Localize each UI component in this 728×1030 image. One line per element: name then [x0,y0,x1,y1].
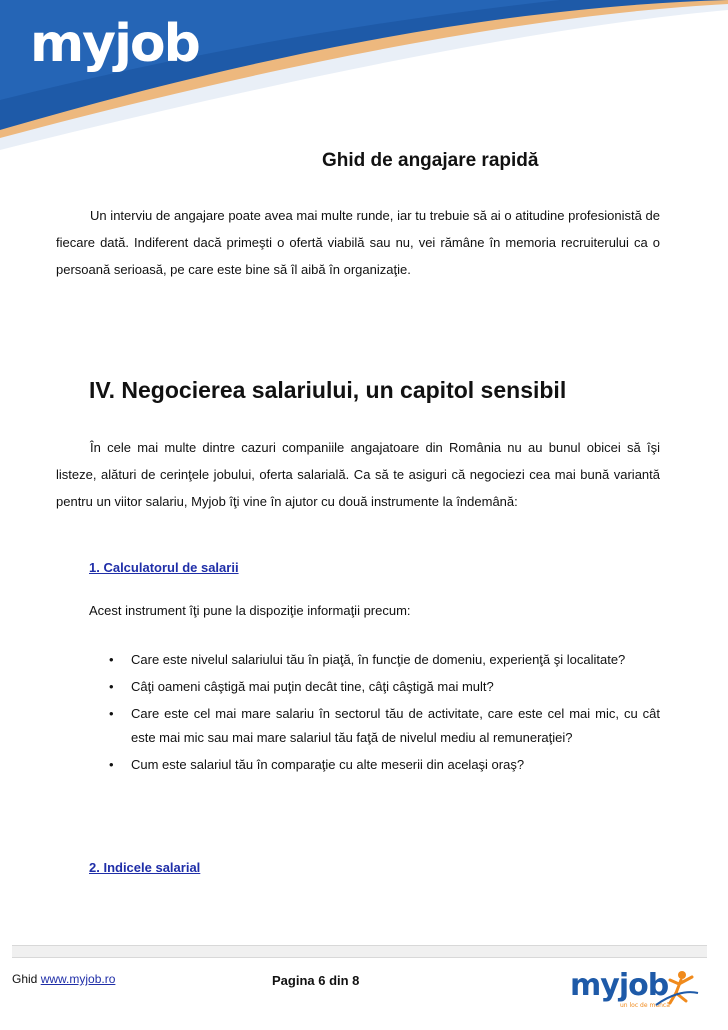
document-title: Ghid de angajare rapidă [322,150,539,171]
feature-list [89,648,660,780]
list-item: • Care este cel mai mare salariu în sectorul tău de activitate, care este cel mai mic, cu cât este mai mic sau mai mare salariul tău faţă de nivelul mediu al remuneraţiei? [89,702,660,750]
footer-logo-text: myjob [570,968,669,1003]
page-header [0,0,728,150]
bullet-icon: • [109,706,114,721]
page-number: Pagina 6 din 8 [272,973,360,988]
myjob-logo[interactable]: myjob [30,14,199,74]
calculator-intro: Acest instrument îţi pune la dispoziţie informaţii precum: [89,603,411,618]
bullet-icon: • [109,757,114,772]
footer-logo-tagline: un loc de muncă [620,1002,670,1009]
list-item: • Cum este salariul tău în comparaţie cu alte meserii din acelaşi oraş? [89,753,660,777]
list-item: • Câţi oameni câştigă mai puţin decât tine, câţi câştigă mai mult? [89,675,660,699]
footer-left [12,972,115,986]
person-icon [670,971,692,1003]
bullet-icon: • [109,679,114,694]
salary-index-link[interactable]: 2. Indicele salarial [89,860,201,875]
salary-calculator-link[interactable]: 1. Calculatorul de salarii [89,560,239,575]
section-paragraph: În cele mai multe dintre cazuri companiile angajatoare din România nu au bunul obicei să îşi listeze, alături de cerinţele jobului, oferta salarială. Ca să te asiguri că negociezi cea mai bună variantă pentru un viitor salariu, Myjob îţi vine în ajutor cu două instrumente la îndemână: [56,440,660,509]
footer-myjob-logo[interactable] [570,965,700,1010]
footer-site-link[interactable]: www.myjob.ro [40,972,116,986]
footer-prefix: Ghid [12,972,38,986]
bullet-icon: • [109,652,114,667]
intro-paragraph: Un interviu de angajare poate avea mai multe runde, iar tu trebuie să ai o atitudine profesionistă de fiecare dată. Indiferent dacă primeşti o ofertă viabilă sau nu, vei rămâne în memoria recruiterului ca o persoană serioasă, pe care este bine să îl aibă în organizaţie. [56,208,660,277]
list-item: • Care este nivelul salariului tău în piaţă, în funcţie de domeniu, experienţă şi localitate? [89,648,660,672]
footer-divider [12,945,707,958]
section-heading: IV. Negocierea salariului, un capitol sensibil [89,377,567,403]
